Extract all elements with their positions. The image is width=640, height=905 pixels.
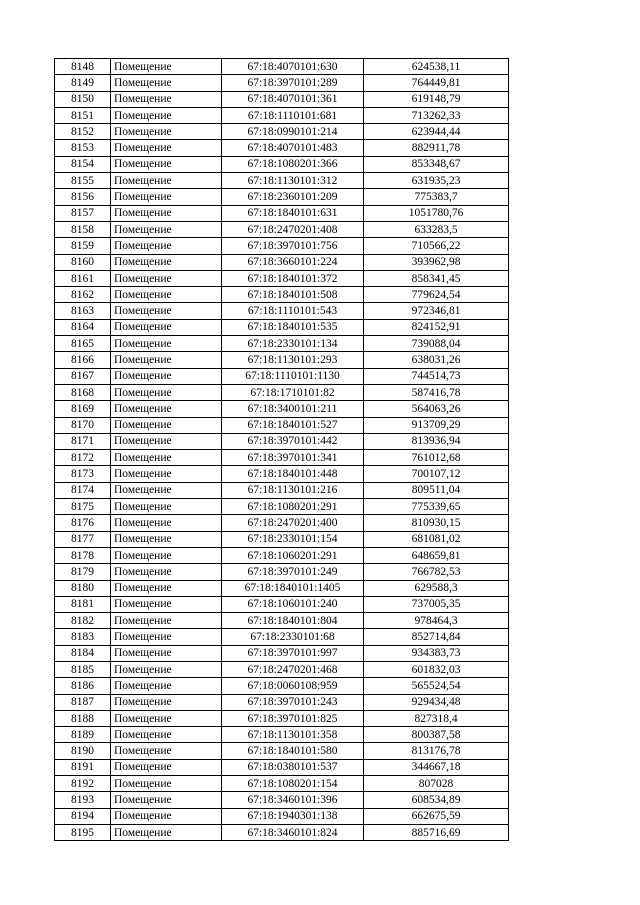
cadastral-number-cell: 67:18:3400101:211: [222, 401, 364, 417]
value-cell: 601832,03: [364, 661, 509, 677]
row-number-cell: 8161: [55, 270, 111, 286]
cadastral-number-cell: 67:18:1080201:366: [222, 156, 364, 172]
object-type-cell: Помещение: [111, 515, 222, 531]
cadastral-number-cell: 67:18:3970101:825: [222, 710, 364, 726]
table-row: [55, 515, 509, 531]
cadastral-number-cell: 67:18:0380101:537: [222, 759, 364, 775]
object-type-cell: Помещение: [111, 710, 222, 726]
object-type-cell: Помещение: [111, 596, 222, 612]
cadastral-number-cell: 67:18:1840101:527: [222, 417, 364, 433]
table-row: [55, 629, 509, 645]
row-number-cell: 8160: [55, 254, 111, 270]
value-cell: 807028: [364, 776, 509, 792]
cadastral-number-cell: 67:18:4070101:483: [222, 140, 364, 156]
value-cell: 662675,59: [364, 808, 509, 824]
table-row: [55, 661, 509, 677]
cadastral-number-cell: 67:18:1840101:1405: [222, 580, 364, 596]
table-row: [55, 450, 509, 466]
table-row: [55, 205, 509, 221]
cadastral-number-cell: 67:18:1840101:580: [222, 743, 364, 759]
cadastral-number-cell: 67:18:1840101:535: [222, 319, 364, 335]
table-row: [55, 531, 509, 547]
table-row: [55, 613, 509, 629]
row-number-cell: 8153: [55, 140, 111, 156]
value-cell: 565524,54: [364, 678, 509, 694]
row-number-cell: 8173: [55, 466, 111, 482]
object-type-cell: Помещение: [111, 173, 222, 189]
cadastral-number-cell: 67:18:3970101:249: [222, 564, 364, 580]
object-type-cell: Помещение: [111, 531, 222, 547]
table-row: [55, 808, 509, 824]
object-type-cell: Помещение: [111, 205, 222, 221]
table-row: [55, 287, 509, 303]
object-type-cell: Помещение: [111, 107, 222, 123]
row-number-cell: 8164: [55, 319, 111, 335]
table-row: [55, 336, 509, 352]
row-number-cell: 8152: [55, 124, 111, 140]
value-cell: 631935,23: [364, 173, 509, 189]
row-number-cell: 8179: [55, 564, 111, 580]
table-row: [55, 710, 509, 726]
cadastral-number-cell: 67:18:3970101:756: [222, 238, 364, 254]
value-cell: 1051780,76: [364, 205, 509, 221]
row-number-cell: 8166: [55, 352, 111, 368]
value-cell: 739088,04: [364, 336, 509, 352]
value-cell: 766782,53: [364, 564, 509, 580]
cadastral-number-cell: 67:18:3970101:997: [222, 645, 364, 661]
table-row: [55, 678, 509, 694]
object-type-cell: Помещение: [111, 824, 222, 840]
value-cell: 882911,78: [364, 140, 509, 156]
cadastral-number-cell: 67:18:2470201:408: [222, 221, 364, 237]
value-cell: 824152,91: [364, 319, 509, 335]
object-type-cell: Помещение: [111, 384, 222, 400]
cadastral-number-cell: 67:18:1840101:804: [222, 613, 364, 629]
cadastral-number-cell: 67:18:2330101:68: [222, 629, 364, 645]
value-cell: 619148,79: [364, 91, 509, 107]
cadastral-number-cell: 67:18:1840101:631: [222, 205, 364, 221]
object-type-cell: Помещение: [111, 645, 222, 661]
table-row: [55, 596, 509, 612]
object-type-cell: Помещение: [111, 59, 222, 75]
value-cell: 710566,22: [364, 238, 509, 254]
row-number-cell: 8183: [55, 629, 111, 645]
cadastral-number-cell: 67:18:3970101:243: [222, 694, 364, 710]
table-row: [55, 466, 509, 482]
object-type-cell: Помещение: [111, 140, 222, 156]
cadastral-number-cell: 67:18:1110101:1130: [222, 368, 364, 384]
value-cell: 608534,89: [364, 792, 509, 808]
value-cell: 623944,44: [364, 124, 509, 140]
row-number-cell: 8190: [55, 743, 111, 759]
object-type-cell: Помещение: [111, 759, 222, 775]
object-type-cell: Помещение: [111, 221, 222, 237]
value-cell: 810930,15: [364, 515, 509, 531]
cadastral-number-cell: 67:18:1130101:312: [222, 173, 364, 189]
cadastral-number-cell: 67:18:1840101:508: [222, 287, 364, 303]
row-number-cell: 8192: [55, 776, 111, 792]
row-number-cell: 8148: [55, 59, 111, 75]
row-number-cell: 8188: [55, 710, 111, 726]
object-type-cell: Помещение: [111, 270, 222, 286]
object-type-cell: Помещение: [111, 352, 222, 368]
cadastral-number-cell: 67:18:1110101:543: [222, 303, 364, 319]
cadastral-number-cell: 67:18:1060101:240: [222, 596, 364, 612]
table-row: [55, 91, 509, 107]
object-type-cell: Помещение: [111, 564, 222, 580]
object-type-cell: Помещение: [111, 189, 222, 205]
object-type-cell: Помещение: [111, 629, 222, 645]
value-cell: 852714,84: [364, 629, 509, 645]
value-cell: 972346,81: [364, 303, 509, 319]
table-row: [55, 727, 509, 743]
row-number-cell: 8186: [55, 678, 111, 694]
cadastral-number-cell: 67:18:0060108:959: [222, 678, 364, 694]
row-number-cell: 8169: [55, 401, 111, 417]
table-row: [55, 59, 509, 75]
table-row: [55, 221, 509, 237]
table-row: [55, 417, 509, 433]
cadastral-number-cell: 67:18:1080201:154: [222, 776, 364, 792]
cadastral-number-cell: 67:18:1940301:138: [222, 808, 364, 824]
object-type-cell: Помещение: [111, 368, 222, 384]
object-type-cell: Помещение: [111, 661, 222, 677]
row-number-cell: 8168: [55, 384, 111, 400]
object-type-cell: Помещение: [111, 743, 222, 759]
table-row: [55, 352, 509, 368]
row-number-cell: 8156: [55, 189, 111, 205]
table-row: [55, 645, 509, 661]
table-row: [55, 776, 509, 792]
object-type-cell: Помещение: [111, 238, 222, 254]
cadastral-number-cell: 67:18:2360101:209: [222, 189, 364, 205]
value-cell: 813936,94: [364, 433, 509, 449]
row-number-cell: 8159: [55, 238, 111, 254]
value-cell: 700107,12: [364, 466, 509, 482]
value-cell: 629588,3: [364, 580, 509, 596]
row-number-cell: 8150: [55, 91, 111, 107]
object-type-cell: Помещение: [111, 417, 222, 433]
table-row: [55, 124, 509, 140]
cadastral-number-cell: 67:18:3460101:824: [222, 824, 364, 840]
object-type-cell: Помещение: [111, 466, 222, 482]
row-number-cell: 8184: [55, 645, 111, 661]
row-number-cell: 8181: [55, 596, 111, 612]
table-row: [55, 792, 509, 808]
object-type-cell: Помещение: [111, 254, 222, 270]
table-row: [55, 433, 509, 449]
table-row: [55, 107, 509, 123]
row-number-cell: 8191: [55, 759, 111, 775]
object-type-cell: Помещение: [111, 75, 222, 91]
object-type-cell: Помещение: [111, 482, 222, 498]
value-cell: 737005,35: [364, 596, 509, 612]
value-cell: 885716,69: [364, 824, 509, 840]
value-cell: 827318,4: [364, 710, 509, 726]
cadastral-number-cell: 67:18:3460101:396: [222, 792, 364, 808]
row-number-cell: 8163: [55, 303, 111, 319]
cadastral-number-cell: 67:18:2330101:154: [222, 531, 364, 547]
row-number-cell: 8174: [55, 482, 111, 498]
table-row: [55, 140, 509, 156]
value-cell: 761012,68: [364, 450, 509, 466]
cadastral-number-cell: 67:18:4070101:630: [222, 59, 364, 75]
row-number-cell: 8170: [55, 417, 111, 433]
value-cell: 648659,81: [364, 547, 509, 563]
table-row: [55, 547, 509, 563]
value-cell: 853348,67: [364, 156, 509, 172]
row-number-cell: 8167: [55, 368, 111, 384]
cadastral-number-cell: 67:18:2470201:468: [222, 661, 364, 677]
table-row: [55, 564, 509, 580]
object-type-cell: Помещение: [111, 336, 222, 352]
object-type-cell: Помещение: [111, 678, 222, 694]
table-row: [55, 303, 509, 319]
cadastral-number-cell: 67:18:1080201:291: [222, 499, 364, 515]
cadastral-number-cell: 67:18:4070101:361: [222, 91, 364, 107]
table-row: [55, 580, 509, 596]
object-type-cell: Помещение: [111, 808, 222, 824]
value-cell: 809511,04: [364, 482, 509, 498]
row-number-cell: 8187: [55, 694, 111, 710]
cadastral-number-cell: 67:18:3970101:341: [222, 450, 364, 466]
value-cell: 978464,3: [364, 613, 509, 629]
cadastral-number-cell: 67:18:1710101:82: [222, 384, 364, 400]
table-row: [55, 270, 509, 286]
table-row: [55, 173, 509, 189]
row-number-cell: 8193: [55, 792, 111, 808]
object-type-cell: Помещение: [111, 433, 222, 449]
value-cell: 934383,73: [364, 645, 509, 661]
object-type-cell: Помещение: [111, 580, 222, 596]
value-cell: 929434,48: [364, 694, 509, 710]
object-type-cell: Помещение: [111, 776, 222, 792]
object-type-cell: Помещение: [111, 156, 222, 172]
row-number-cell: 8155: [55, 173, 111, 189]
object-type-cell: Помещение: [111, 792, 222, 808]
table-row: [55, 384, 509, 400]
row-number-cell: 8162: [55, 287, 111, 303]
row-number-cell: 8149: [55, 75, 111, 91]
value-cell: 633283,5: [364, 221, 509, 237]
object-type-cell: Помещение: [111, 613, 222, 629]
row-number-cell: 8185: [55, 661, 111, 677]
row-number-cell: 8157: [55, 205, 111, 221]
table-row: [55, 254, 509, 270]
value-cell: 800387,58: [364, 727, 509, 743]
object-type-cell: Помещение: [111, 450, 222, 466]
table-row: [55, 238, 509, 254]
value-cell: 913709,29: [364, 417, 509, 433]
cadastral-number-cell: 67:18:1840101:372: [222, 270, 364, 286]
value-cell: 744514,73: [364, 368, 509, 384]
cadastral-number-cell: 67:18:3970101:442: [222, 433, 364, 449]
table-row: [55, 759, 509, 775]
cadastral-number-cell: 67:18:0990101:214: [222, 124, 364, 140]
table-row: [55, 499, 509, 515]
cadastral-number-cell: 67:18:2330101:134: [222, 336, 364, 352]
cadastral-number-cell: 67:18:1840101:448: [222, 466, 364, 482]
row-number-cell: 8158: [55, 221, 111, 237]
value-cell: 344667,18: [364, 759, 509, 775]
value-cell: 775339,65: [364, 499, 509, 515]
value-cell: 587416,78: [364, 384, 509, 400]
object-type-cell: Помещение: [111, 91, 222, 107]
row-number-cell: 8182: [55, 613, 111, 629]
property-table: [54, 58, 509, 841]
table-row: [55, 75, 509, 91]
row-number-cell: 8151: [55, 107, 111, 123]
table-row: [55, 368, 509, 384]
cadastral-number-cell: 67:18:2470201:400: [222, 515, 364, 531]
row-number-cell: 8175: [55, 499, 111, 515]
value-cell: 638031,26: [364, 352, 509, 368]
cadastral-number-cell: 67:18:1130101:358: [222, 727, 364, 743]
object-type-cell: Помещение: [111, 303, 222, 319]
table-row: [55, 401, 509, 417]
table-row: [55, 694, 509, 710]
table-row: [55, 156, 509, 172]
table-row: [55, 743, 509, 759]
row-number-cell: 8194: [55, 808, 111, 824]
object-type-cell: Помещение: [111, 499, 222, 515]
row-number-cell: 8172: [55, 450, 111, 466]
value-cell: 858341,45: [364, 270, 509, 286]
row-number-cell: 8177: [55, 531, 111, 547]
object-type-cell: Помещение: [111, 287, 222, 303]
value-cell: 779624,54: [364, 287, 509, 303]
value-cell: 393962,98: [364, 254, 509, 270]
value-cell: 681081,02: [364, 531, 509, 547]
cadastral-number-cell: 67:18:1060201:291: [222, 547, 364, 563]
object-type-cell: Помещение: [111, 124, 222, 140]
row-number-cell: 8154: [55, 156, 111, 172]
cadastral-number-cell: 67:18:1130101:293: [222, 352, 364, 368]
row-number-cell: 8165: [55, 336, 111, 352]
row-number-cell: 8176: [55, 515, 111, 531]
value-cell: 624538,11: [364, 59, 509, 75]
object-type-cell: Помещение: [111, 547, 222, 563]
row-number-cell: 8189: [55, 727, 111, 743]
value-cell: 764449,81: [364, 75, 509, 91]
row-number-cell: 8180: [55, 580, 111, 596]
table-row: [55, 482, 509, 498]
cadastral-number-cell: 67:18:1110101:681: [222, 107, 364, 123]
table-row: [55, 319, 509, 335]
object-type-cell: Помещение: [111, 694, 222, 710]
row-number-cell: 8178: [55, 547, 111, 563]
table-row: [55, 824, 509, 840]
object-type-cell: Помещение: [111, 401, 222, 417]
value-cell: 713262,33: [364, 107, 509, 123]
table-row: [55, 189, 509, 205]
value-cell: 564063,26: [364, 401, 509, 417]
cadastral-number-cell: 67:18:3660101:224: [222, 254, 364, 270]
table-body: [55, 59, 509, 841]
value-cell: 775383,7: [364, 189, 509, 205]
value-cell: 813176,78: [364, 743, 509, 759]
row-number-cell: 8195: [55, 824, 111, 840]
cadastral-number-cell: 67:18:1130101:216: [222, 482, 364, 498]
cadastral-number-cell: 67:18:3970101:289: [222, 75, 364, 91]
object-type-cell: Помещение: [111, 319, 222, 335]
object-type-cell: Помещение: [111, 727, 222, 743]
row-number-cell: 8171: [55, 433, 111, 449]
